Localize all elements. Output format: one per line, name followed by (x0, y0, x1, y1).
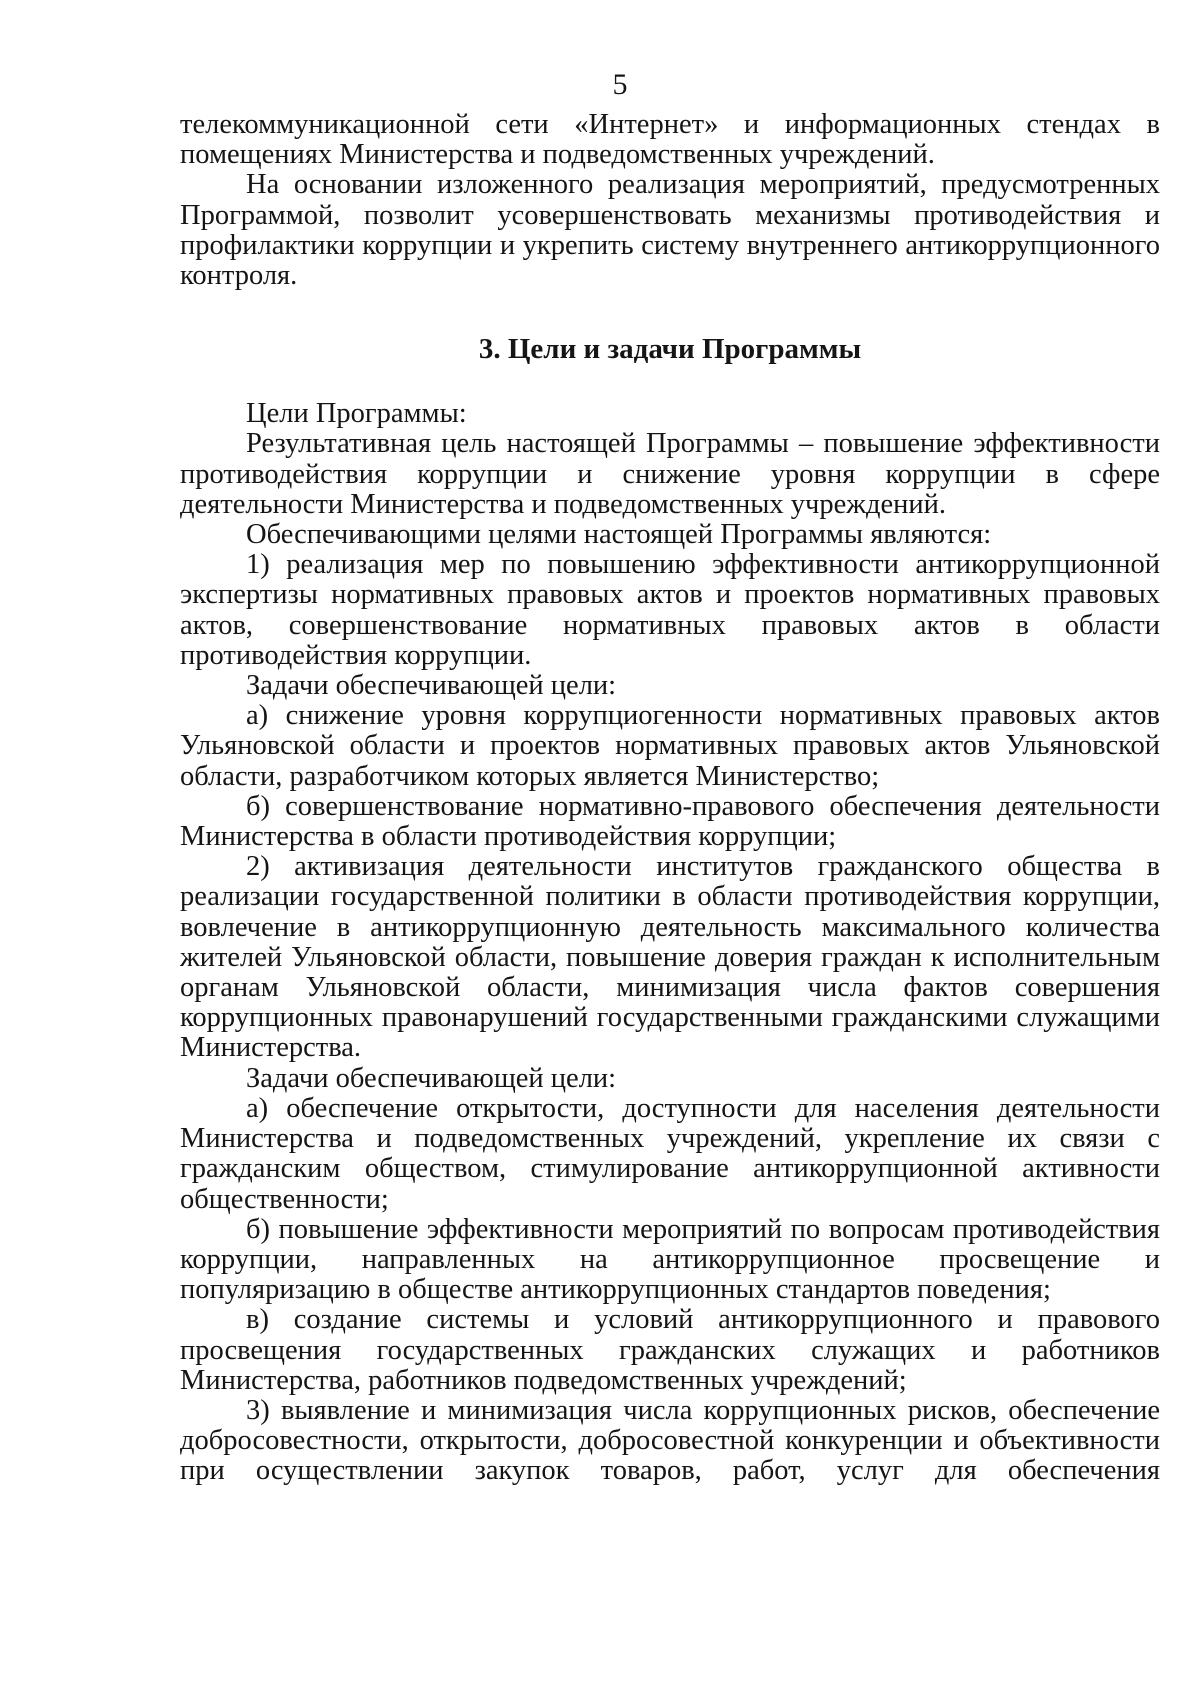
body-text (180, 110, 1160, 1487)
paragraph: На основании изложенного реализация мероприятий, предусмотренных Программой, позволит усовершенствовать механизмы противодействия и профилактики коррупции и укрепить систему внутреннего антикоррупционного контроля. (180, 169, 1160, 292)
paragraph: Результативная цель настоящей Программы – повышение эффективности противодействия коррупции и снижение уровня коррупции в сфере деятельности Министерства и подведомственных учреждений. (180, 428, 1160, 520)
list-item: б) повышение эффективности мероприятий по вопросам противодействия коррупции, направленных на антикоррупционное просвещение и популяризацию в обществе антикоррупционных стандартов поведения; (180, 1213, 1160, 1306)
paragraph: телекоммуникационной сети «Интернет» и информационных стендах в помещениях Министерства и подведомственных учреждений. (180, 109, 1160, 171)
list-item: а) обеспечение открытости, доступности для населения деятельности Министерства и подведомственных учреждений, укрепление их связи с гражданским обществом, стимулирование антикоррупционной активности общественности; (180, 1092, 1160, 1215)
list-item: 1) реализация мер по повышению эффективности антикоррупционной экспертизы нормативных правовых актов и проектов нормативных правовых актов, совершенствование нормативных правовых актов в области противодействия коррупции. (180, 549, 1160, 671)
list-item: 2) активизация деятельности институтов гражданского общества в реализации государственной политики в области противодействия коррупции, вовлечение в антикоррупционную деятельность максимального количества жителей Ульяновской области, повышение доверия граждан к исполнительным органам Ульяновской области, минимизация числа фактов совершения коррупционных правонарушений государственными гражданскими служащими Министерства. (180, 851, 1160, 1064)
list-item: в) создание системы и условий антикоррупционного и правового просвещения государственных гражданских служащих и работников Министерства, работников подведомственных учреждений; (180, 1304, 1160, 1396)
list-item: б) совершенствование нормативно-правового обеспечения деятельности Министерства в области противодействия коррупции; (180, 790, 1160, 853)
paragraph: Цели Программы: (246, 398, 467, 430)
paragraph: Задачи обеспечивающей цели: (246, 1062, 617, 1094)
paragraph: Задачи обеспечивающей цели: (246, 670, 617, 702)
list-item: а) снижение уровня коррупциогенности нормативных правовых актов Ульяновской области и проектов нормативных правовых актов Ульяновской области, разработчиком которых является Министерство; (180, 700, 1160, 792)
section-heading: 3. Цели и задачи Программы (478, 333, 862, 366)
list-item: 3) выявление и минимизация числа коррупционных рисков, обеспечение добросовестности, открытости, добросовестной конкуренции и объективности при осуществлении закупок товаров, работ, услуг для обеспечения (180, 1394, 1160, 1487)
page-number: 5 (612, 68, 628, 101)
paragraph: Обеспечивающими целями настоящей Программы являются: (246, 519, 992, 551)
